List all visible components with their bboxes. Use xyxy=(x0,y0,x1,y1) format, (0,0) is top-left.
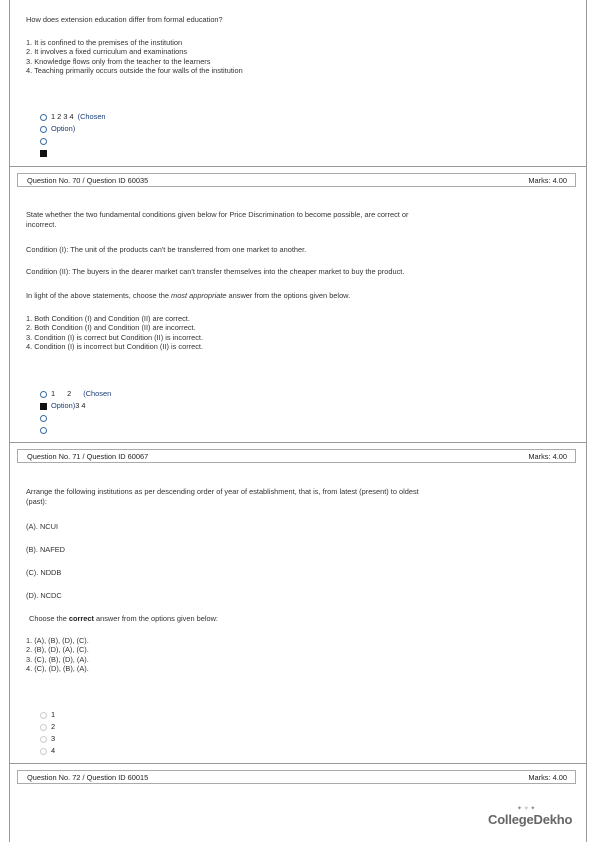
answer-row-3 xyxy=(40,413,47,423)
item-b: (B). NAFED xyxy=(26,545,66,554)
question-number: Question No. 71 / Question ID 60067 xyxy=(27,452,149,461)
radio-button[interactable] xyxy=(40,138,47,145)
question-71-options xyxy=(26,636,89,673)
divider xyxy=(9,763,587,764)
option-2: 2. It involves a fixed curriculum and examinations xyxy=(26,47,188,57)
question-71-header xyxy=(17,449,576,463)
option-1: 1. Both Condition (I) and Condition (II) are correct. xyxy=(26,314,190,323)
logo-stars-icon: ✦ ✧ ✦ xyxy=(517,806,536,812)
page-frame xyxy=(9,0,587,842)
condition-2: Condition (II): The buyers in the dearer market can't transfer themselves into the cheaper market to buy the product. xyxy=(26,267,405,276)
condition-1: Condition (I): The unit of the products can't be transferred from one market to another. xyxy=(26,245,307,254)
radio-button[interactable] xyxy=(40,114,47,121)
option-3: 3. Condition (I) is correct but Condition (II) is incorrect. xyxy=(26,332,204,342)
option-4: 4. (C), (D), (B), (A). xyxy=(26,663,89,673)
question-70-options xyxy=(26,314,203,351)
answer-row-2: Option) xyxy=(40,124,75,134)
answer-row-4 xyxy=(40,148,47,158)
chosen-marker xyxy=(40,403,47,410)
answer-row-1: 1 2 (Chosen xyxy=(40,389,111,399)
radio-button[interactable] xyxy=(40,736,47,743)
option-4: 4. Teaching primarily occurs outside the four walls of the institution xyxy=(26,65,243,75)
marks: Marks: 4.00 xyxy=(528,773,567,782)
marks: Marks: 4.00 xyxy=(528,452,567,461)
question-number: Question No. 72 / Question ID 60015 xyxy=(27,773,149,782)
option-2: 2. Both Condition (I) and Condition (II) are incorrect. xyxy=(26,323,196,333)
item-a: (A). NCUI xyxy=(26,522,59,531)
radio-button[interactable] xyxy=(40,427,47,434)
option-4: 4. Condition (I) is incorrect but Condition (II) is correct. xyxy=(26,341,204,351)
radio-button[interactable] xyxy=(40,126,47,133)
option-2: 2. (B), (D), (A), (C). xyxy=(26,645,89,655)
answer-row-2: 2 xyxy=(40,722,55,732)
answer-row-3: 3 xyxy=(40,734,55,744)
question-70-instruction: In light of the above statements, choose the most appropriate answer from the options given below. xyxy=(26,291,351,300)
answer-row-1: 1 xyxy=(40,710,55,720)
question-71-instruction: Choose the correct answer from the options given below: xyxy=(29,614,218,623)
radio-button[interactable] xyxy=(40,724,47,731)
item-d: (D). NCDC xyxy=(26,591,62,600)
question-69-options xyxy=(26,38,243,75)
question-72-header xyxy=(17,770,576,784)
divider xyxy=(9,166,587,167)
chosen-marker xyxy=(40,150,47,157)
option-1: 1. It is confined to the premises of the institution xyxy=(26,38,183,47)
radio-button[interactable] xyxy=(40,712,47,719)
radio-button[interactable] xyxy=(40,748,47,755)
answer-row-2: Option)3 4 xyxy=(40,401,86,411)
radio-button[interactable] xyxy=(40,415,47,422)
question-70-header xyxy=(17,173,576,187)
divider xyxy=(9,442,587,443)
option-1: 1. (A), (B), (D), (C). xyxy=(26,636,89,645)
marks: Marks: 4.00 xyxy=(528,176,567,185)
answer-row-4: 4 xyxy=(40,746,55,756)
option-3: 3. Knowledge flows only from the teacher to the learners xyxy=(26,56,211,66)
item-c: (C). NDDB xyxy=(26,568,62,577)
answer-row-1: 1 2 3 4 (Chosen xyxy=(40,112,106,122)
question-71-intro: Arrange the following institutions as per descending order of year of establishment, that is, from latest (present) to oldest (past): xyxy=(26,487,419,506)
question-69-text: How does extension education differ from formal education? xyxy=(26,15,223,24)
option-3: 3. (C), (B), (D), (A). xyxy=(26,654,89,664)
answer-row-4 xyxy=(40,425,47,435)
question-number: Question No. 70 / Question ID 60035 xyxy=(27,176,149,185)
radio-button[interactable] xyxy=(40,391,47,398)
collegedekho-logo: CollegeDekho xyxy=(488,812,573,827)
question-70-intro: State whether the two fundamental conditions given below for Price Discrimination to become possible, are correct or incorrect. xyxy=(26,210,409,229)
answer-row-3 xyxy=(40,136,47,146)
